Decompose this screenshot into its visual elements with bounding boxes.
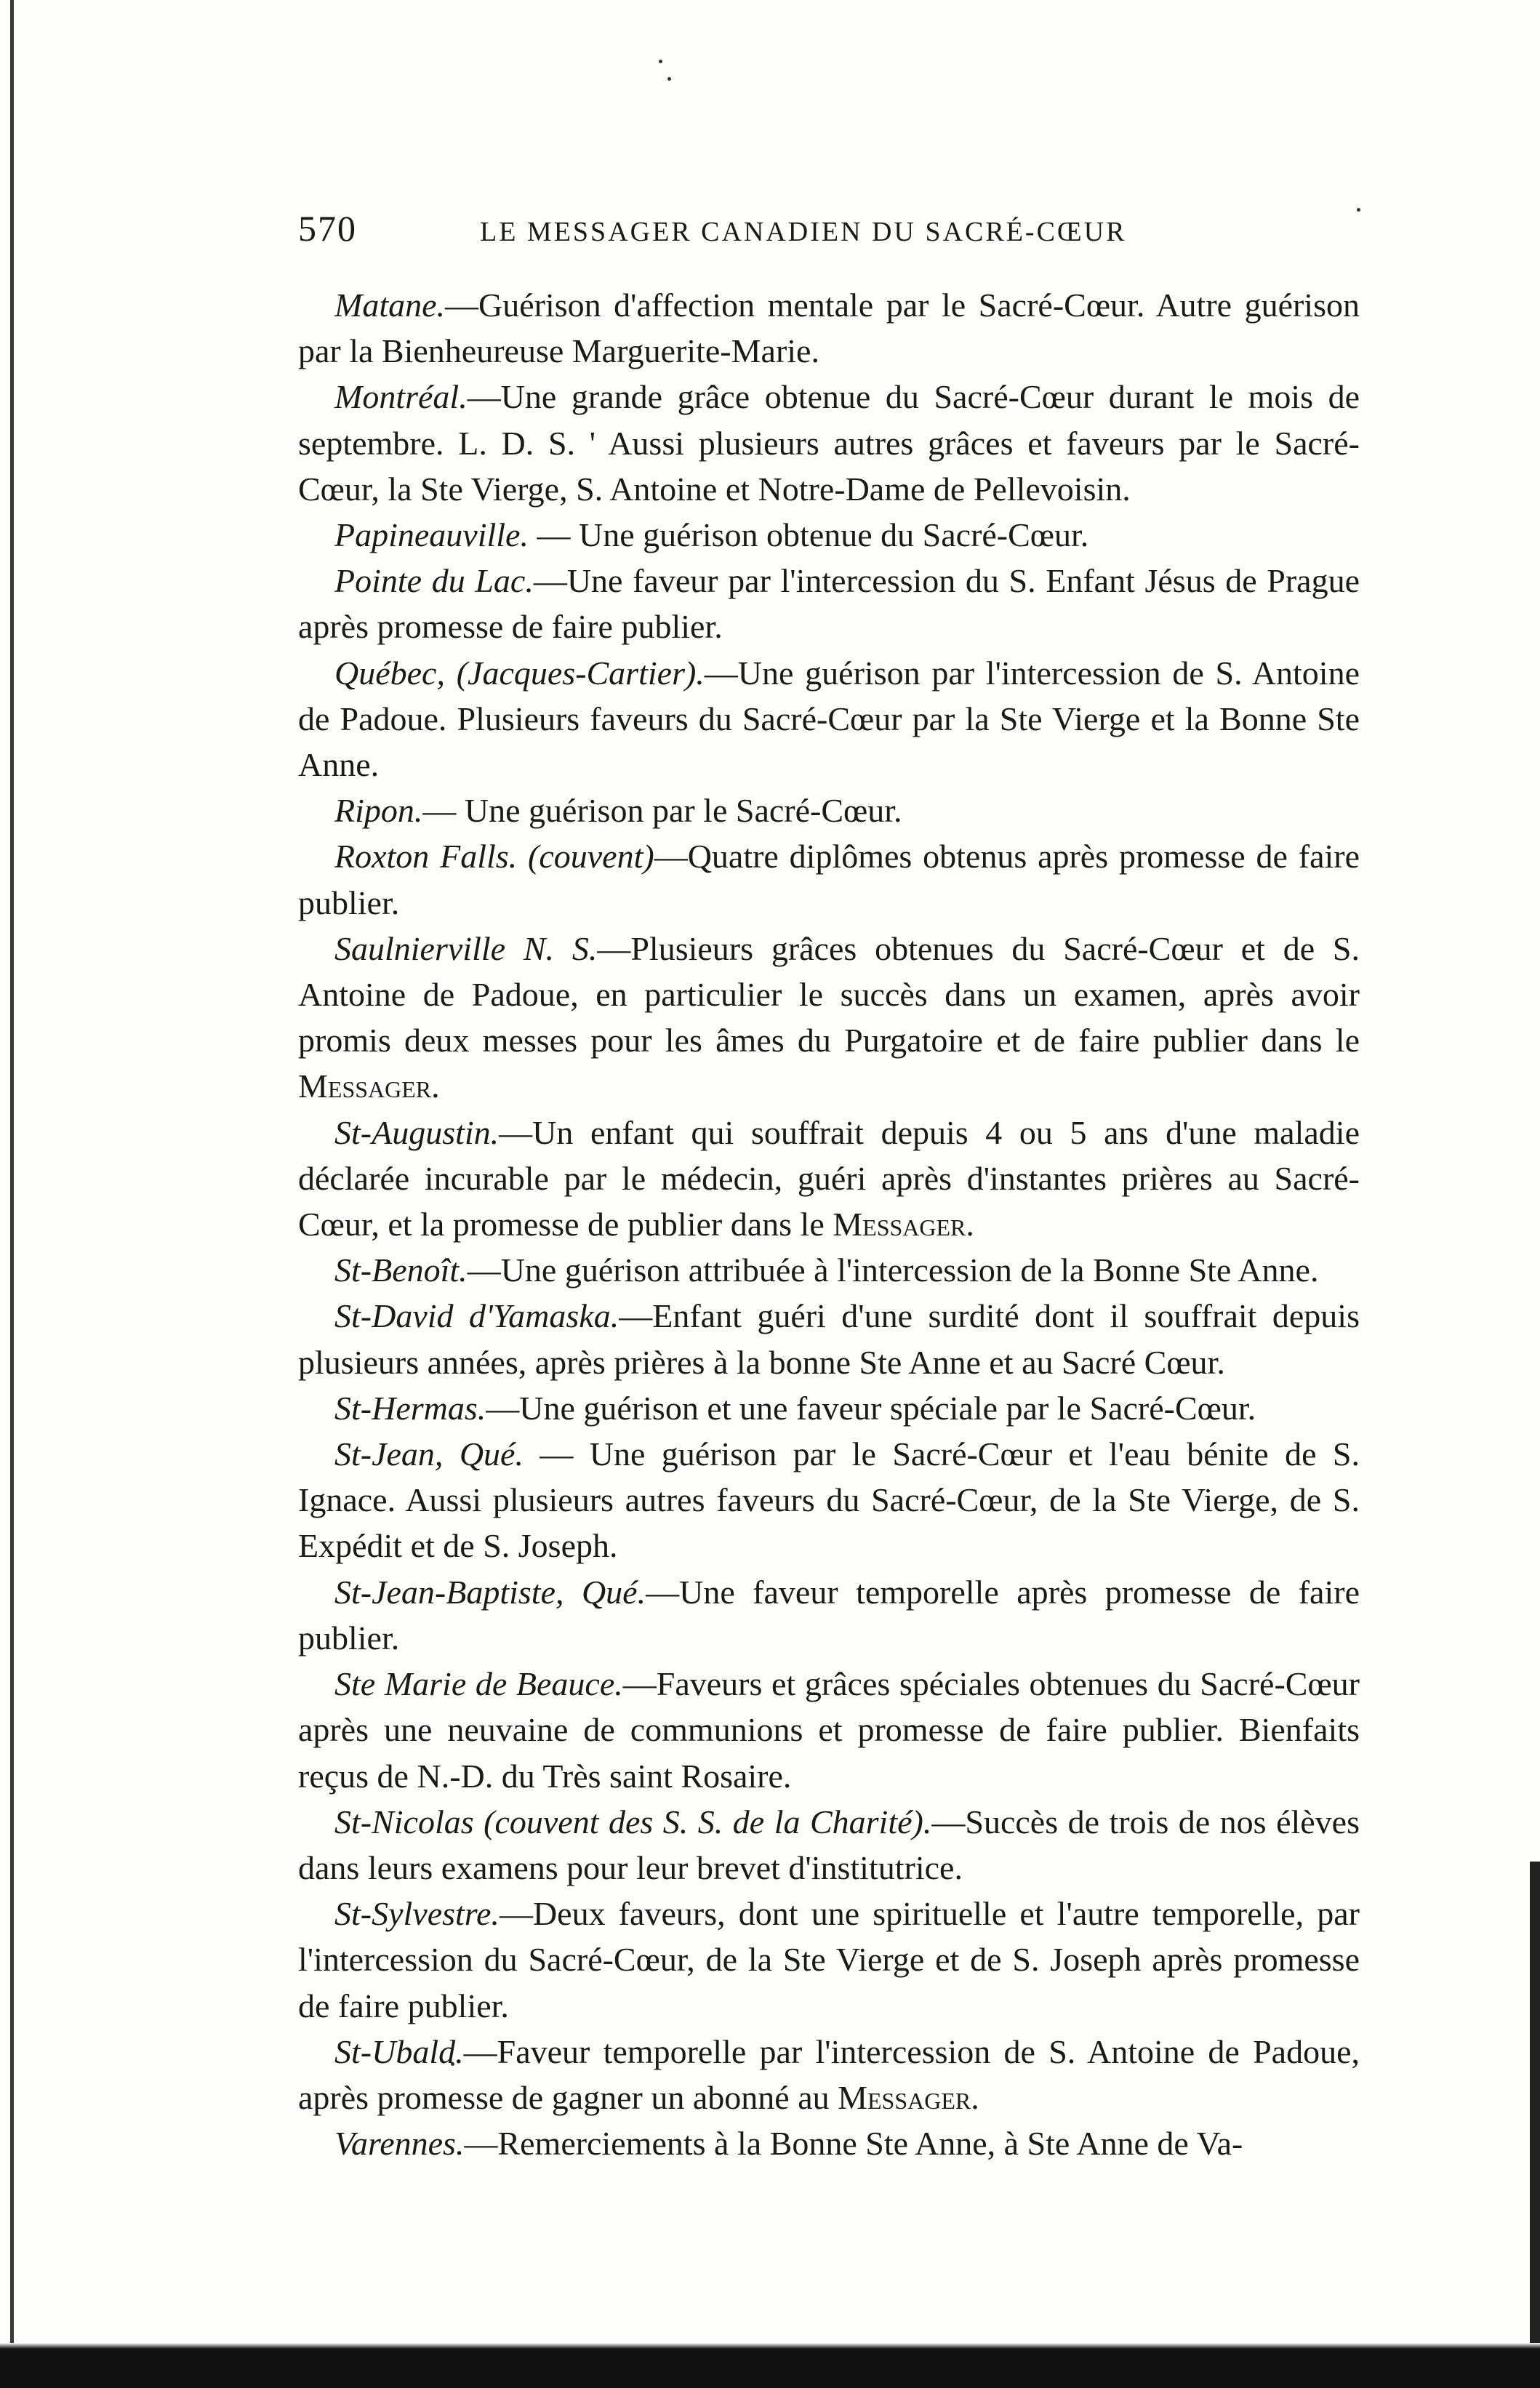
entry [298,374,1360,512]
entry-place: St-Benoît. [334,1251,468,1289]
entry-text: — Une guérison par le Sacré-Cœur. [422,792,902,830]
entry-text: —Une grande grâce obtenue du Sacré-Cœur durant le mois de septembre. L. D. S. ' Aussi plusieurs autres grâces et faveurs par le Sacré-Cœur, la Ste Vierge, S. Antoine et Notre-Dame de Pellevoisin. [298,378,1360,508]
entry-caps: Messager [838,2078,971,2116]
entry [298,926,1360,1110]
entry [298,1661,1360,1799]
entry-text: —Guérison d'affection mentale par le Sacré-Cœur. Autre guérison par la Bienheureuse Marguerite-Marie. [298,287,1360,370]
entry [298,1247,1360,1293]
entry-text: —Une faveur par l'intercession du S. Enfant Jésus de Prague après promesse de faire publier. [298,562,1360,646]
entry [298,282,1360,374]
entry-place: Saulnierville N. S. [334,929,598,967]
entry-place: Varennes. [334,2125,465,2163]
entry-place: Ripon. [334,792,423,830]
entry-place: St-Jean-Baptiste, Qué. [334,1573,646,1611]
entry-text: —Remerciements à la Bonne Ste Anne, à Ste Anne de Va- [464,2125,1243,2163]
entry [298,1385,1360,1431]
entry-text: —Un enfant qui souffrait depuis 4 ou 5 ans d'une maladie déclarée incurable par le médecin, guéri après d'instantes prières au Sacré-Cœur, et la promesse de publier dans le [298,1113,1360,1243]
entry [298,2120,1360,2166]
entry-text: —Succès de trois de nos élèves dans leurs examens pour leur brevet d'institutrice. [298,1803,1360,1886]
entry-caps: Messager [833,1206,966,1243]
entry-text: —Une guérison et une faveur spéciale par le Sacré-Cœur. [486,1389,1256,1427]
entry-place: Ste Marie de Beauce. [334,1665,623,1703]
entry-after: . [971,2078,979,2116]
entry-text: —Quatre diplômes obtenus après promesse de faire publier. [298,838,1360,921]
entry [298,788,1360,833]
entry-after: . [966,1206,974,1243]
entry-text: —Plusieurs grâces obtenues du Sacré-Cœur et de S. Antoine de Padoue, en particulier le succès dans un examen, après avoir promis deux messes pour les âmes du Purgatoire et de faire publier dans le [298,929,1360,1059]
entry [298,2029,1360,2120]
entry [298,1569,1360,1661]
entry-text: —Faveurs et grâces spéciales obtenues du Sacré-Cœur après une neuvaine de communions et promesse de faire publier. Bienfaits reçus de N.-D. du Très saint Rosaire. [298,1665,1360,1795]
entry-after: . [431,1067,440,1105]
entry-place: St-Ubald. [334,2032,464,2070]
entry-place: Québec, (Jacques-Cartier). [334,654,705,692]
entry-place: St-Nicolas (couvent des S. S. de la Charité). [334,1803,932,1840]
page-edge-left [10,0,14,2349]
entry [298,512,1360,558]
entry [298,833,1360,925]
entry-caps: Messager [298,1067,432,1105]
entry-place: St-Jean, Qué. [334,1435,524,1473]
entry-place: Pointe du Lac. [334,562,534,600]
entry-place: Roxton Falls. (couvent) [334,838,654,876]
page-header [298,207,1243,251]
scan-speck [667,77,671,81]
entry-place: St-Hermas. [334,1389,486,1427]
page-edge-bottom [0,2343,1540,2388]
entry [298,650,1360,788]
entry-text: —Faveur temporelle par l'intercession de S. Antoine de Padoue, après promesse de gagner un abonné au [298,2032,1360,2116]
entry [298,1293,1360,1385]
entry-text: — Une guérison par le Sacré-Cœur et l'eau bénite de S. Ignace. Aussi plusieurs autres faveurs du Sacré-Cœur, de la Ste Vierge, de S. Expédit et de S. Joseph. [298,1435,1360,1565]
scan-speck [1357,208,1360,212]
page-body [298,282,1360,2166]
running-title: LE MESSAGER CANADIEN DU SACRÉ-CŒUR [480,217,1127,247]
entry [298,1799,1360,1891]
entry-place: St-Augustin. [334,1113,500,1151]
entry-text: —Une guérison par l'intercession de S. Antoine de Padoue. Plusieurs faveurs du Sacré-Cœur par la Ste Vierge et la Bonne Ste Anne. [298,654,1360,784]
entry [298,1431,1360,1569]
entry-place: St-Sylvestre. [334,1895,500,1933]
entry-place: St-David d'Yamaska. [334,1297,619,1335]
entry-text: — Une guérison obtenue du Sacré-Cœur. [528,516,1089,554]
entry-text: —Enfant guéri d'une surdité dont il souffrait depuis plusieurs années, après prières à la bonne Ste Anne et au Sacré Cœur. [298,1297,1360,1381]
page-number: 570 [298,208,357,249]
entry [298,558,1360,649]
entry-place: Papineauville. [334,516,529,554]
entry [298,1110,1360,1248]
page-edge-right [1530,1862,1540,2388]
entry-place: Matane. [334,287,446,324]
entry-place: Montréal. [334,378,468,416]
entry-text: —Une guérison attribuée à l'intercession de la Bonne Ste Anne. [467,1251,1319,1289]
scan-speck [659,60,662,63]
entry-text: —Une faveur temporelle après promesse de faire publier. [298,1573,1360,1656]
entry-text: —Deux faveurs, dont une spirituelle et l'autre temporelle, par l'intercession du Sacré-Cœur, de la Ste Vierge et de S. Joseph après promesse de faire publier. [298,1895,1360,2024]
entry [298,1891,1360,2029]
